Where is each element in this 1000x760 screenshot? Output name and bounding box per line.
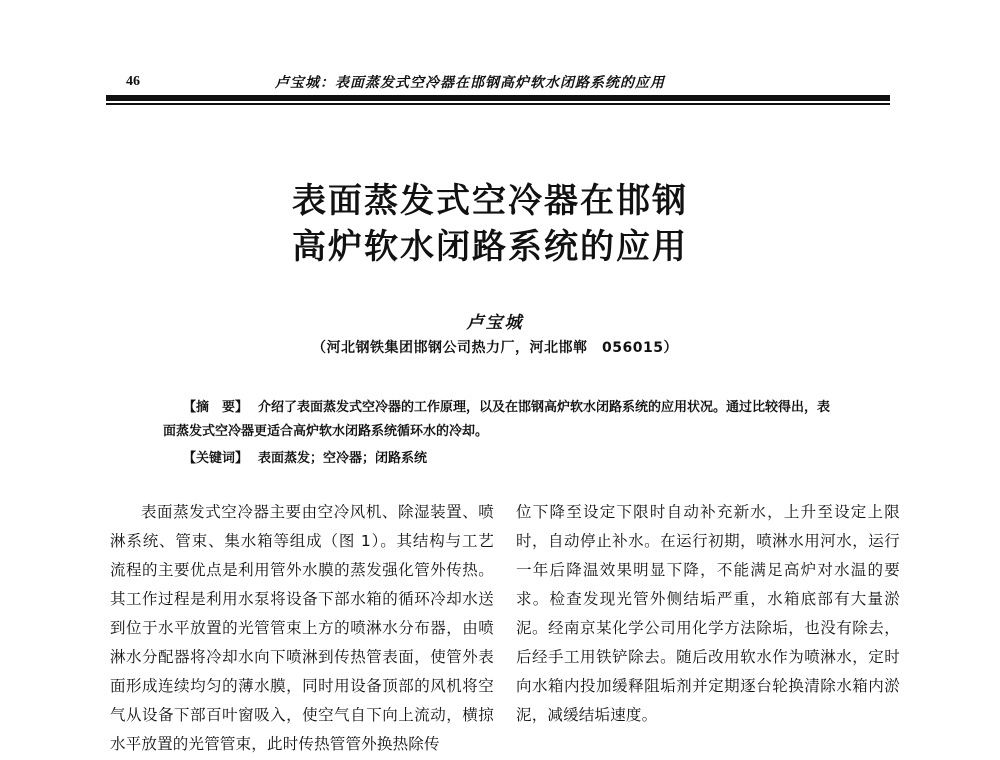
article-title-line-1: 表面蒸发式空冷器在邯钢	[292, 181, 688, 221]
body-column-right	[516, 498, 900, 730]
keywords-text: 表面蒸发；空冷器；闭路系统	[258, 451, 428, 466]
header-rule-thin	[106, 103, 890, 105]
author-affiliation: （河北钢铁集团邯钢公司热力厂，河北邯郸 056015）	[312, 340, 678, 356]
keywords-label: 【关键词】	[183, 451, 249, 466]
abstract-label: 【摘 要】	[183, 400, 249, 415]
body-paragraph: 表面蒸发式空冷器主要由空冷风机、除湿装置、喷淋系统、管束、集水箱等组成（图 1）。其结构与工艺流程的主要优点是利用管外水膜的蒸发强化管外传热。其工作过程是利用水泵将设备下部水箱的循环冷却水送到位于水平放置的光管管束上方的喷淋水分布器，由喷淋水分配器将冷却水向下喷淋到传热管表面，使管外表面形成连续均匀的薄水膜，同时用设备顶部的风机将空气从设备下部百叶窗吸入，使空气自下向上流动，横掠水平放置的光管管束，此时传热管管外换热除传	[110, 503, 494, 753]
header-rule-thick	[106, 95, 890, 101]
page-number: 46	[126, 74, 140, 89]
article-title-line-2: 高炉软水闭路系统的应用	[292, 227, 688, 267]
article-title	[0, 178, 1000, 270]
abstract-text: 介绍了表面蒸发式空冷器的工作原理，以及在邯钢高炉软水闭路系统的应用状况。通过比较得出，表面蒸发式空冷器更适合高炉软水闭路系统循环水的冷却。	[163, 400, 831, 439]
body-column-left	[110, 498, 494, 759]
keywords	[183, 447, 843, 466]
body-paragraph: 位下降至设定下限时自动补充新水，上升至设定上限时，自动停止补水。在运行初期，喷淋水用河水，运行一年后降温效果明显下降，不能满足高炉对水温的要求。检查发现光管外侧结垢严重，水箱底部有大量淤泥。经南京某化学公司用化学方法除垢，也没有除去，后经手工用铁铲除去。随后改用软水作为喷淋水，定时向水箱内投加缓释阻垢剂并定期逐台轮换清除水箱内淤泥，减缓结垢速度。	[516, 503, 900, 724]
abstract	[163, 396, 843, 444]
author-name: 卢宝城	[466, 313, 524, 333]
running-title: 卢宝城：表面蒸发式空冷器在邯钢高炉软水闭路系统的应用	[275, 75, 665, 91]
